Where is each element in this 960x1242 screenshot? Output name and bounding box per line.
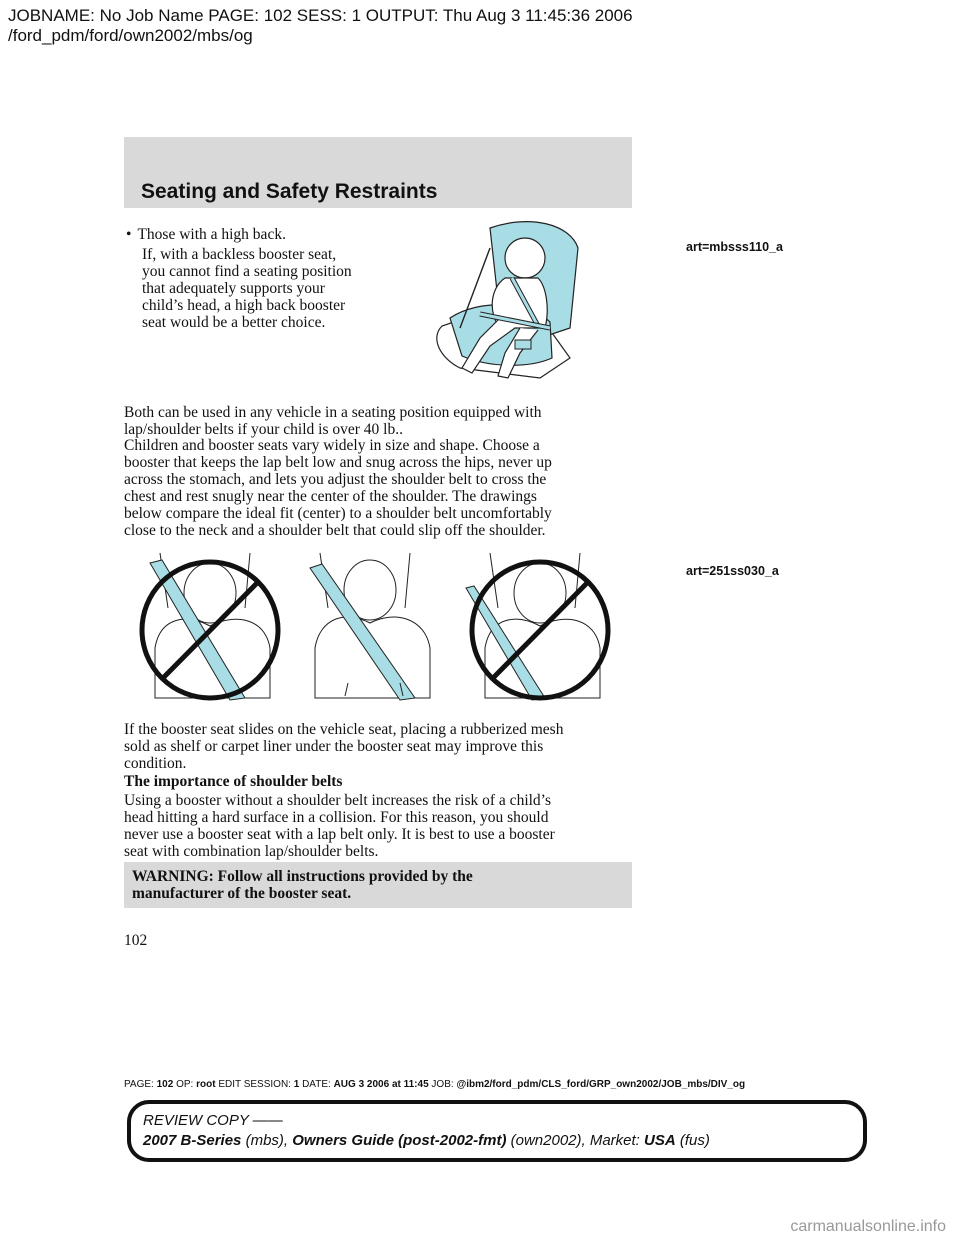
footer-op-label: OP:	[176, 1079, 194, 1090]
review-copy-box	[127, 1100, 867, 1162]
para3-line: condition.	[124, 755, 187, 772]
highback-line: seat would be a better choice.	[142, 314, 326, 331]
review-model: 2007 B-Series	[143, 1132, 242, 1149]
review-market: USA	[644, 1132, 676, 1149]
highback-line: you cannot find a seating position	[142, 263, 352, 280]
review-copy-line: REVIEW COPY ——	[143, 1112, 283, 1129]
para3-line: sold as shelf or carpet liner under the booster seat may improve this	[124, 738, 544, 755]
footer-op-value: root	[196, 1079, 216, 1090]
para4-line: never use a booster seat with a lap belt only. It is best to use a booster	[124, 826, 555, 843]
review-market-label: Market:	[589, 1132, 645, 1149]
incorrect-fit-neck-figure	[142, 553, 278, 700]
job-header-line2: /ford_pdm/ford/own2002/mbs/og	[8, 26, 253, 45]
job-header	[8, 6, 633, 46]
paragraph-1	[124, 404, 542, 438]
footer-metadata	[124, 1079, 745, 1090]
para2-line: across the stomach, and lets you adjust the shoulder belt to cross the	[124, 471, 547, 488]
footer-job-label: JOB:	[431, 1079, 454, 1090]
belt-fit-comparison-illustration	[130, 548, 620, 710]
correct-fit-figure	[310, 553, 430, 700]
para4-line: Using a booster without a shoulder belt increases the risk of a child’s	[124, 792, 552, 809]
para2-line: below compare the ideal fit (center) to a shoulder belt uncomfortably	[124, 505, 552, 522]
watermark: carmanualsonline.info	[790, 1218, 946, 1235]
warning-box	[124, 862, 632, 908]
highback-line: If, with a backless booster seat,	[142, 246, 337, 263]
para2-line: Children and booster seats vary widely in size and shape. Choose a	[124, 437, 540, 454]
para2-line: chest and rest snugly near the center of the shoulder. The drawings	[124, 488, 537, 505]
highback-line: child’s head, a high back booster	[142, 297, 346, 314]
art-label-1: art=mbsss110_a	[686, 240, 783, 254]
paragraph-4	[124, 792, 555, 860]
warning-line: WARNING: Follow all instructions provided by the	[132, 868, 473, 885]
section-title: Seating and Safety Restraints	[141, 180, 438, 203]
review-guide: Owners Guide (post-2002-fmt)	[292, 1132, 507, 1149]
footer-date-value: AUG 3 2006 at 11:45	[333, 1079, 429, 1090]
para2-line: close to the neck and a shoulder belt that could slip off the shoulder.	[124, 522, 546, 539]
bullet-text: Those with a high back.	[137, 226, 286, 243]
page-number: 102	[124, 932, 148, 949]
bullet-glyph: •	[126, 226, 132, 243]
para4-line: seat with combination lap/shoulder belts.	[124, 843, 379, 860]
para2-line: booster that keeps the lap belt low and snug across the hips, never up	[124, 454, 552, 471]
footer-page-value: 102	[156, 1079, 174, 1090]
bullet-item	[126, 226, 286, 243]
subheading: The importance of shoulder belts	[124, 773, 343, 790]
footer-page-label: PAGE:	[124, 1079, 154, 1090]
para1-line: Both can be used in any vehicle in a seating position equipped with	[124, 404, 542, 421]
review-guide-code: (own2002),	[506, 1132, 590, 1149]
para1-line: lap/shoulder belts if your child is over 40 lb..	[124, 421, 403, 438]
footer-edit-label: EDIT SESSION:	[218, 1079, 291, 1090]
para4-line: head hitting a hard surface in a collision. For this reason, you should	[124, 809, 549, 826]
review-product-line	[143, 1131, 710, 1150]
paragraph-3	[124, 721, 563, 772]
highback-note	[142, 246, 352, 331]
booster-seat-illustration	[420, 218, 586, 386]
section-header-band	[124, 137, 632, 208]
job-header-line1: JOBNAME: No Job Name PAGE: 102 SESS: 1 OUTPUT: Thu Aug 3 11:45:36 2006	[8, 6, 633, 25]
review-market-code: (fus)	[675, 1132, 710, 1149]
review-model-code: (mbs),	[241, 1132, 293, 1149]
highback-line: that adequately supports your	[142, 280, 325, 297]
paragraph-2	[124, 437, 552, 539]
footer-date-label: DATE:	[302, 1079, 331, 1090]
footer-edit-value: 1	[293, 1079, 300, 1090]
warning-line: manufacturer of the booster seat.	[132, 885, 352, 902]
art-label-2: art=251ss030_a	[686, 564, 779, 578]
footer-job-value: @ibm2/ford_pdm/CLS_ford/GRP_own2002/JOB_mbs/DIV_og	[456, 1079, 746, 1090]
incorrect-fit-shoulder-figure	[466, 553, 608, 700]
para3-line: If the booster seat slides on the vehicle seat, placing a rubberized mesh	[124, 721, 564, 738]
